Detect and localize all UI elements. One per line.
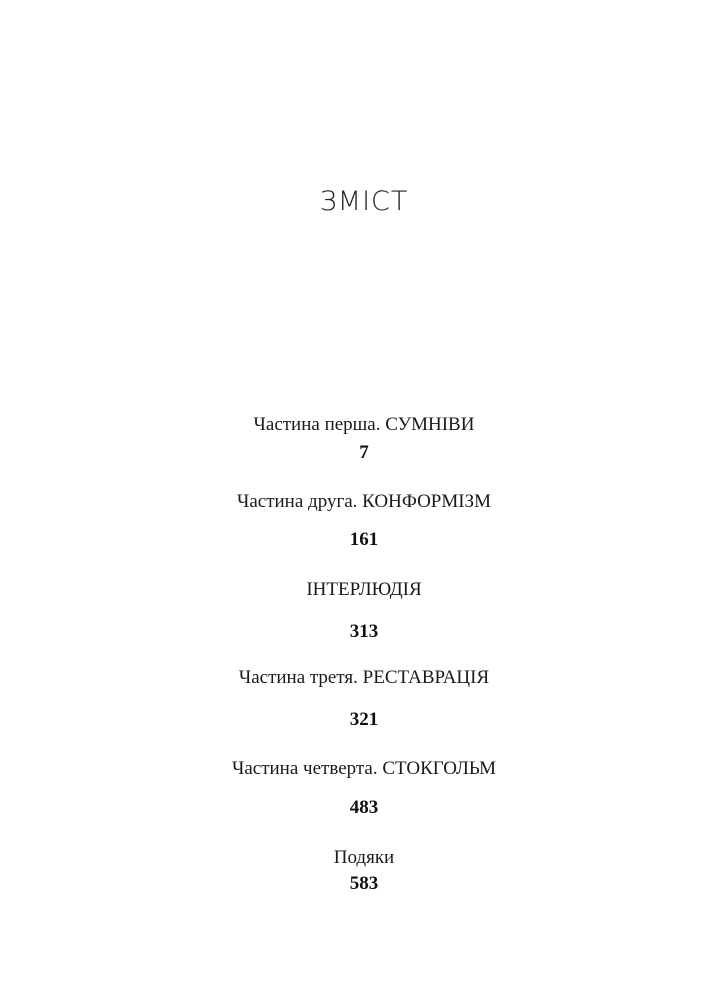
toc-entry-page-number: 583 [349,873,379,894]
toc-entry-title: ІНТЕРЛЮДІЯ [306,579,422,600]
toc-entry-title: Подяки [333,847,395,868]
toc-entry-title: Частина перша. СУМНІВИ [253,414,475,435]
toc-entry-page-number: 483 [349,797,379,818]
toc-entry-page-number: 7 [359,442,369,463]
page-title: ЗМІСТ [319,186,409,217]
toc-entry-title: Частина друга. КОНФОРМІЗМ [237,491,491,512]
toc-entry-page-number: 313 [349,621,379,642]
toc-entry-page-number: 321 [349,709,379,730]
toc-entry-title: Частина третя. РЕСТАВРАЦІЯ [238,667,490,688]
toc-entry-title: Частина четверта. СТОКГОЛЬМ [232,758,496,779]
toc-entry-page-number: 161 [349,529,379,550]
